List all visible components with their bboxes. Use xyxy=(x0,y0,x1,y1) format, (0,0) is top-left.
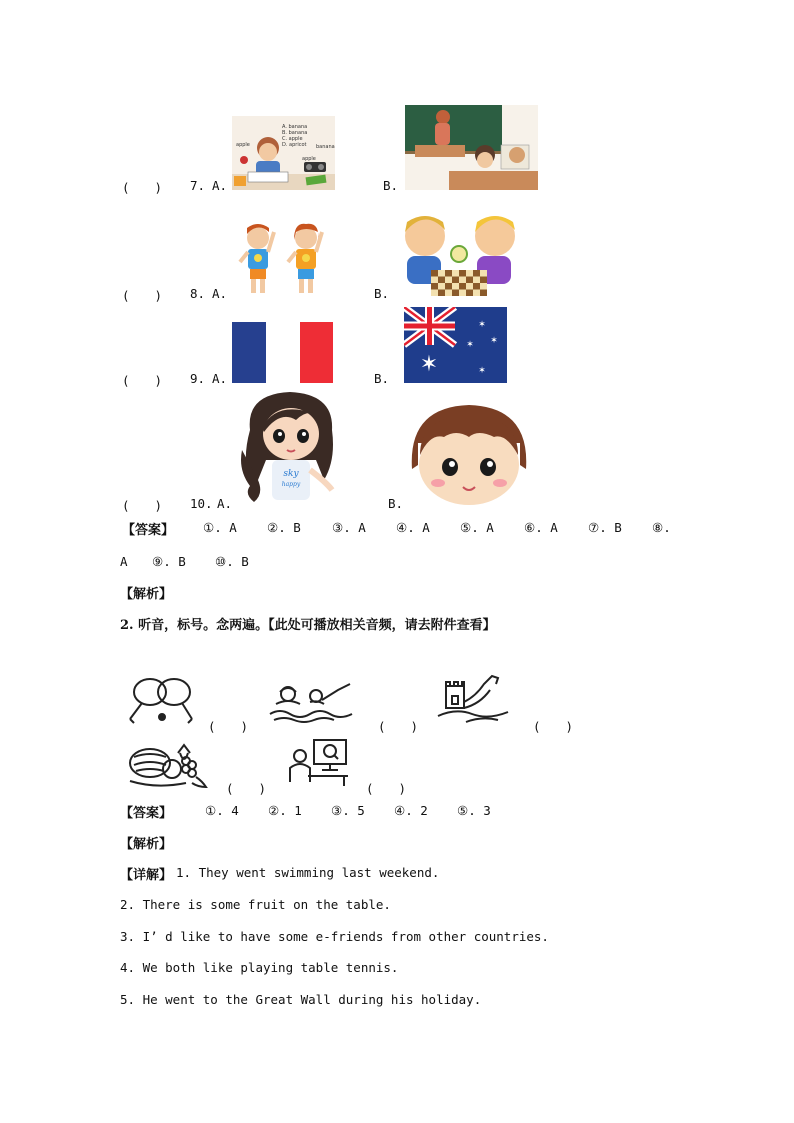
kids-playing-checkers-illustration xyxy=(397,206,521,298)
france-flag-image xyxy=(232,322,333,383)
answer-item: ④. A xyxy=(396,520,430,535)
swimming-people-icon xyxy=(268,678,354,724)
analysis-label: 【解析】 xyxy=(120,587,173,602)
answer-paren: ( ) xyxy=(208,719,249,734)
shirt-text: sky xyxy=(283,469,299,479)
kids-exercising-illustration xyxy=(234,218,334,298)
answer-paren: ( ) xyxy=(122,288,163,303)
answer-item: ⑤. 3 xyxy=(457,803,491,818)
svg-text:✶: ✶ xyxy=(490,336,498,346)
answer-paren: ( ) xyxy=(378,719,419,734)
computer-user-icon xyxy=(288,738,350,788)
answer-item: A xyxy=(120,554,128,569)
answer-item: ③. 5 xyxy=(331,803,365,818)
teacher-classroom-illustration xyxy=(405,105,538,190)
question-number: 8. xyxy=(190,286,206,301)
question-number: 7. xyxy=(190,178,206,193)
detail-line: 5. He went to the Great Wall during his holiday. xyxy=(120,992,482,1007)
answer-label: 【答案】 xyxy=(120,806,173,821)
answer-item: ①. A xyxy=(203,520,237,535)
answer-paren: ( ) xyxy=(122,373,163,388)
detail-label: 【详解】 xyxy=(120,868,173,883)
pic-word: A. banana xyxy=(282,124,308,130)
pic-word: apple xyxy=(236,142,250,148)
answer-paren: ( ) xyxy=(226,781,267,796)
fruit-bowl-icon xyxy=(126,739,208,791)
option-b-label: B. xyxy=(374,286,390,301)
detail-line: 1. They went swimming last weekend. xyxy=(176,865,440,880)
answer-label: 【答案】 xyxy=(122,523,175,538)
answer-item: ⑧. xyxy=(652,520,671,535)
australia-flag-image xyxy=(404,307,507,383)
answer-item: ②. 1 xyxy=(268,803,302,818)
answer-item: ⑦. B xyxy=(588,520,622,535)
answer-item: ④. 2 xyxy=(394,803,428,818)
option-a-label: A. xyxy=(217,496,233,511)
svg-text:✶: ✶ xyxy=(466,340,474,350)
pic-word: B. banana xyxy=(282,130,308,136)
section-2-title: 2. 听音，标号。念两遍。【此处可播放相关音频，请去附件查看】 xyxy=(120,618,496,633)
pic-word: apple xyxy=(302,156,316,162)
answer-item: ⑥. A xyxy=(524,520,558,535)
svg-text:✶: ✶ xyxy=(419,352,439,377)
pic-word: banana xyxy=(316,144,335,150)
answer-item: ⑤. A xyxy=(460,520,494,535)
detail-line: 4. We both like playing table tennis. xyxy=(120,960,399,975)
question-number: 9. xyxy=(190,371,206,386)
answer-paren: ( ) xyxy=(366,781,407,796)
svg-text:✶: ✶ xyxy=(478,366,486,376)
answer-paren: ( ) xyxy=(122,180,163,195)
boy-studying-illustration xyxy=(232,116,335,190)
answer-item: ③. A xyxy=(332,520,366,535)
option-a-label: A. xyxy=(212,371,228,386)
option-b-label: B. xyxy=(388,496,404,511)
girl-short-hair-face-illustration xyxy=(408,403,530,506)
option-a-label: A. xyxy=(212,286,228,301)
answer-item: ②. B xyxy=(267,520,301,535)
answer-paren: ( ) xyxy=(533,719,574,734)
analysis-label: 【解析】 xyxy=(120,837,173,852)
option-a-label: A. xyxy=(212,178,228,193)
answer-paren: ( ) xyxy=(122,498,163,513)
shirt-text: happy xyxy=(281,481,301,488)
answer-item: ①. 4 xyxy=(205,803,239,818)
detail-line: 2. There is some fruit on the table. xyxy=(120,897,391,912)
option-b-label: B. xyxy=(374,371,390,386)
question-number: 10. xyxy=(190,496,213,511)
svg-text:✶: ✶ xyxy=(478,320,486,330)
answer-item: ⑩. B xyxy=(215,554,249,569)
pic-word: C. apple xyxy=(282,136,303,142)
table-tennis-paddles-icon xyxy=(126,673,200,726)
option-b-label: B. xyxy=(383,178,399,193)
pic-word: D. apricot xyxy=(282,142,307,148)
detail-line: 3. I’ d like to have some e-friends from other countries. xyxy=(120,929,549,944)
girl-long-hair-illustration xyxy=(236,390,344,508)
answer-item: ⑨. B xyxy=(152,554,186,569)
great-wall-icon xyxy=(436,672,510,726)
